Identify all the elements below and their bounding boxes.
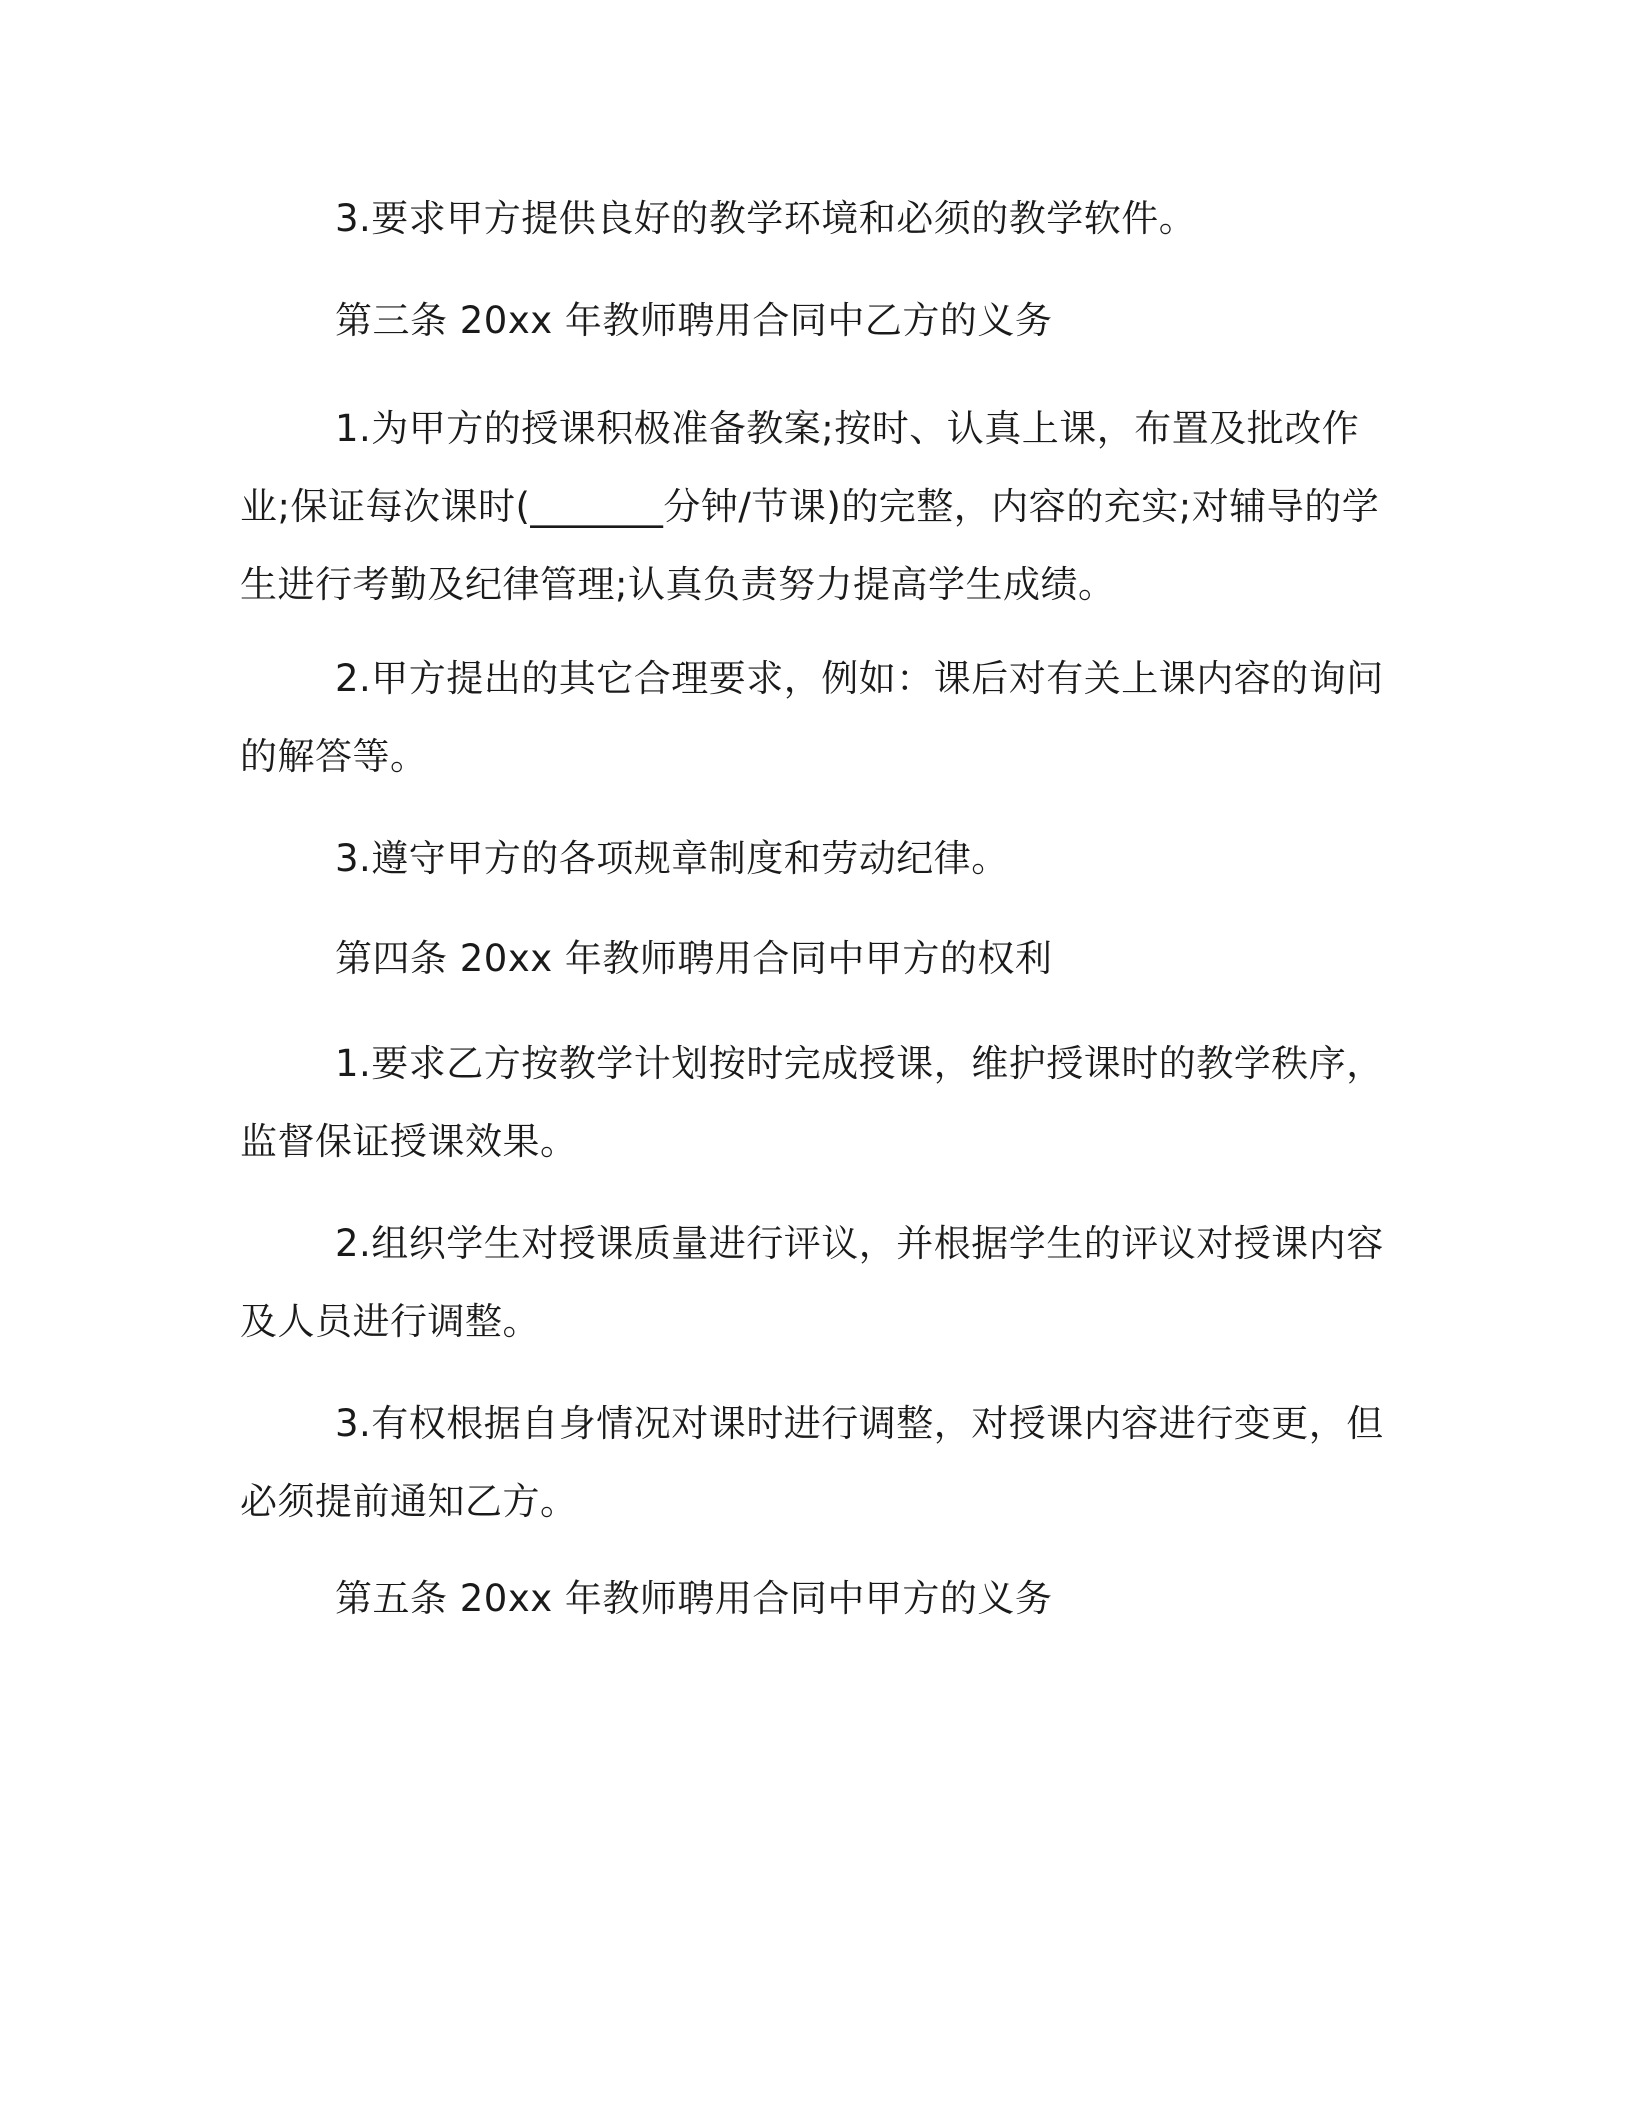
paragraph-right-2: 2.组织学生对授课质量进行评议，并根据学生的评议对授课内容及人员进行调整。 [240,1222,1384,1343]
paragraph-obligation-1: 1.为甲方的授课积极准备教案;按时、认真上课，布置及批改作业;保证每次课时(_______分钟/节课)的完整，内容的充实;对辅导的学生进行考勤及纪律管理;认真负责努力提高学生成绩。 [240,407,1380,606]
paragraph-requirement-3: 3.要求甲方提供良好的教学环境和必须的教学软件。 [335,197,1197,240]
paragraph-obligation-2: 2.甲方提出的其它合理要求，例如：课后对有关上课内容的询问的解答等。 [240,657,1384,778]
paragraph-right-3: 3.有权根据自身情况对课时进行调整，对授课内容进行变更，但必须提前通知乙方。 [240,1402,1384,1523]
article-3-heading: 第三条 20xx 年教师聘用合同中乙方的义务 [335,299,1053,342]
paragraph-obligation-3: 3.遵守甲方的各项规章制度和劳动纪律。 [335,837,1009,880]
paragraph-right-1: 1.要求乙方按教学计划按时完成授课，维护授课时的教学秩序，监督保证授课效果。 [240,1042,1384,1163]
article-5-heading: 第五条 20xx 年教师聘用合同中甲方的义务 [335,1577,1053,1620]
article-4-heading: 第四条 20xx 年教师聘用合同中甲方的权利 [335,937,1053,980]
